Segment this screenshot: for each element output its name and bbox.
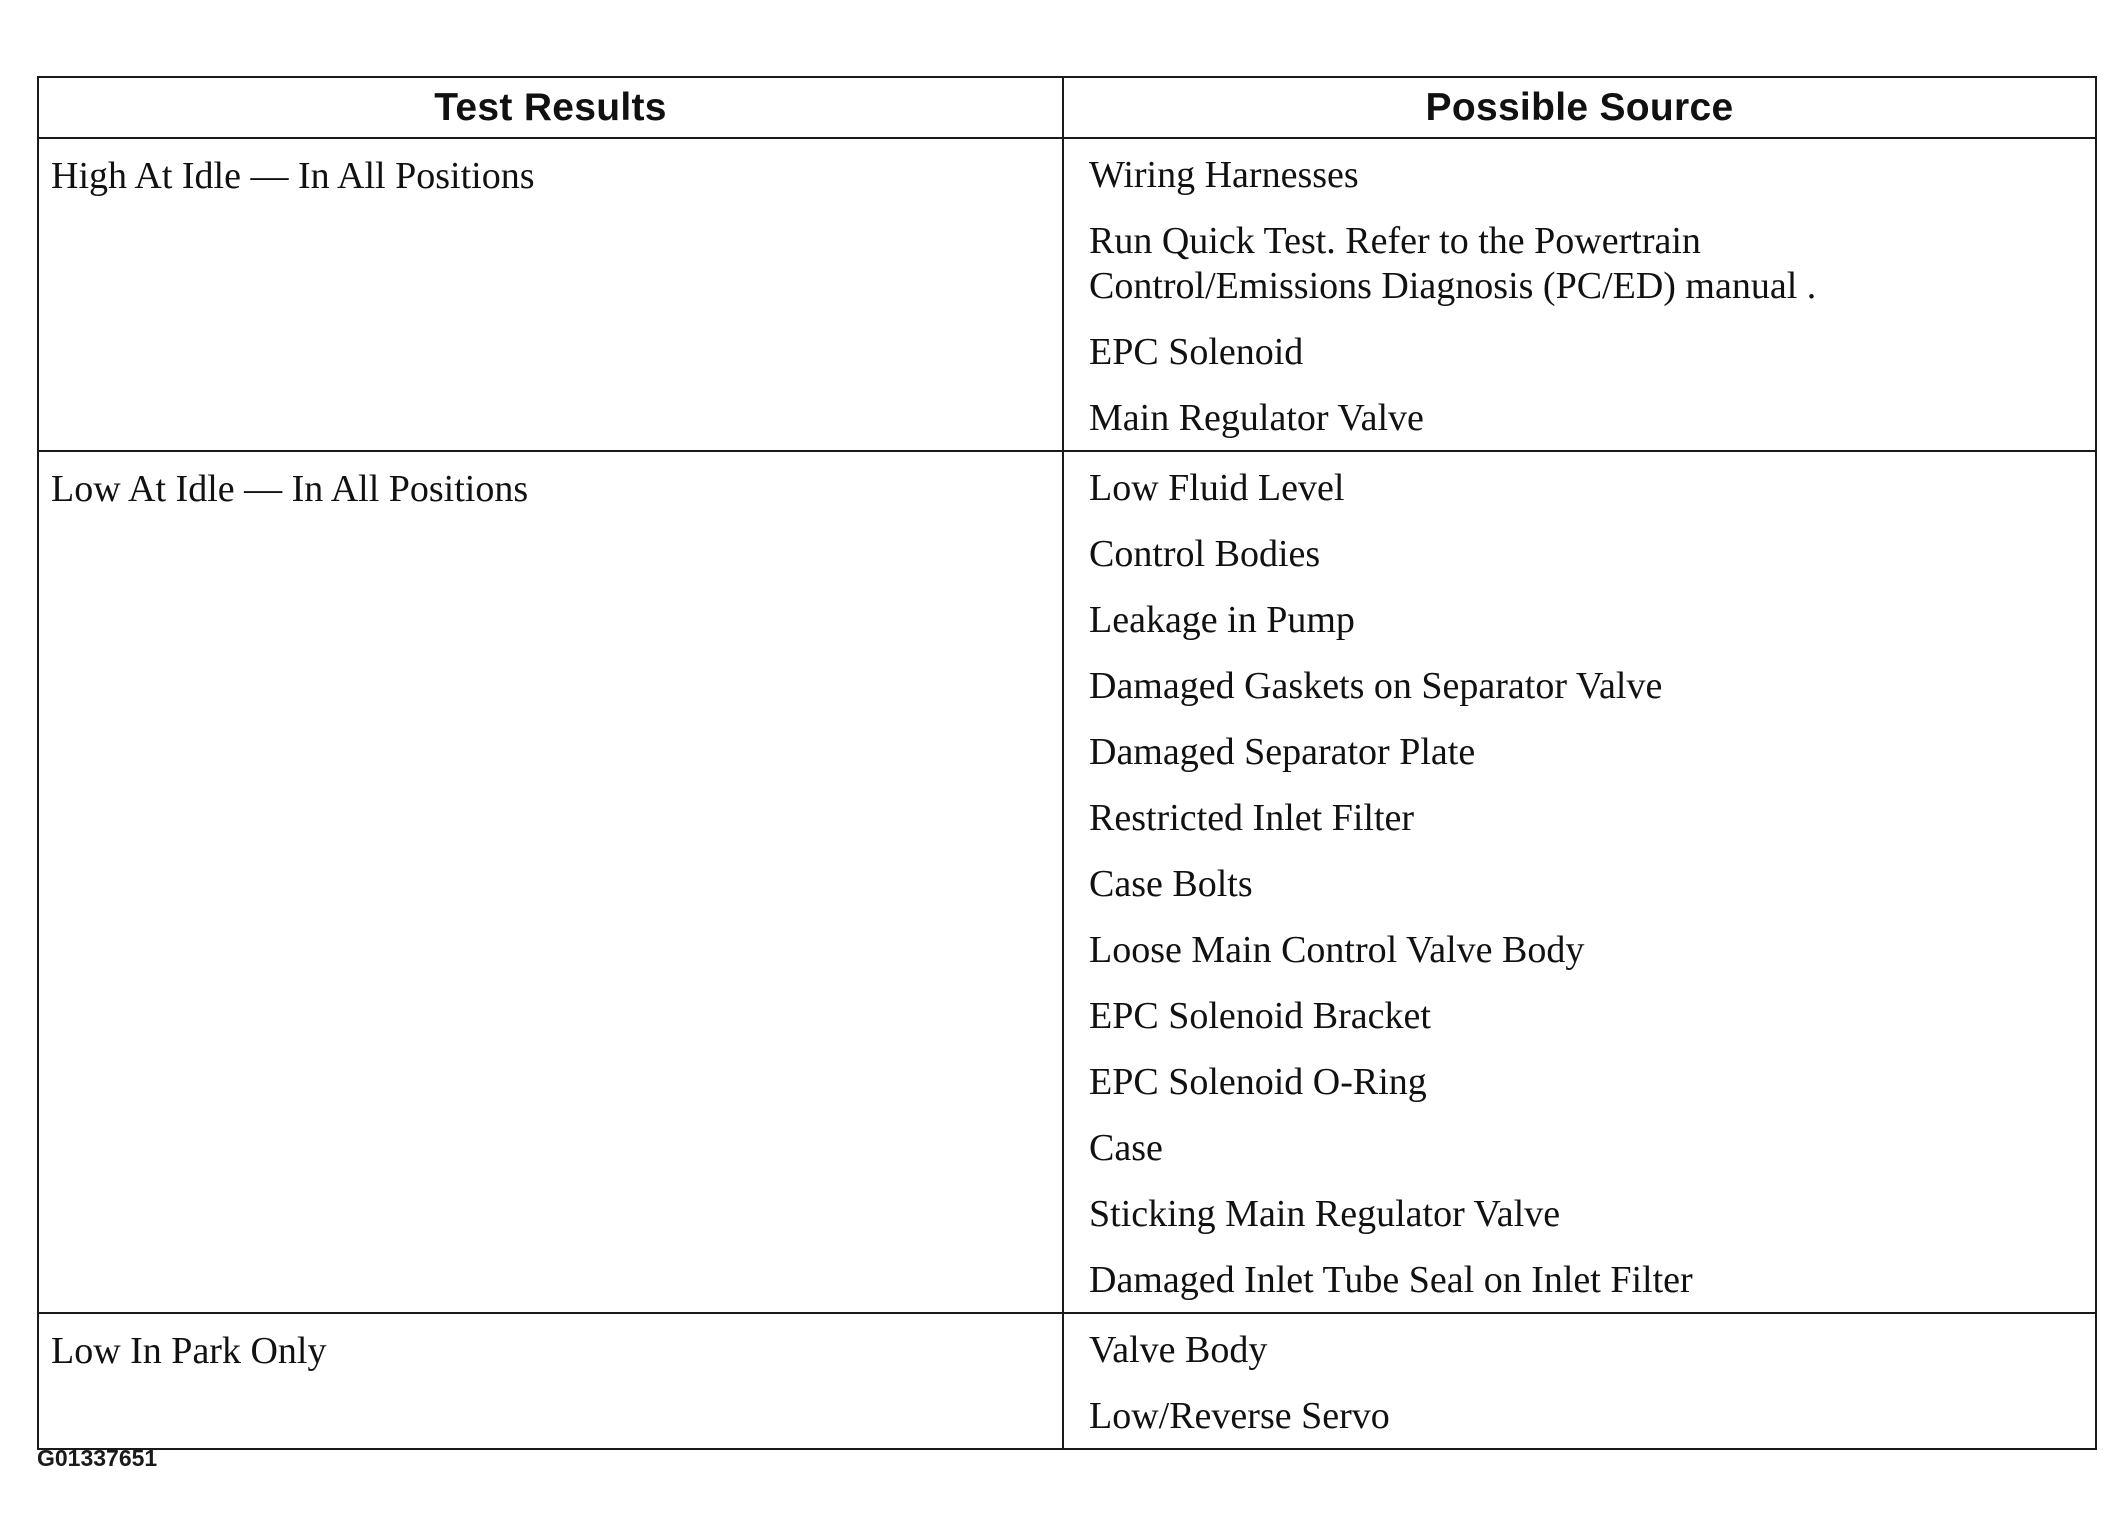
source-item: Valve Body [1089,1329,1268,1371]
source-item: EPC Solenoid Bracket [1089,995,1431,1037]
source-item: Low/Reverse Servo [1089,1395,1390,1437]
source-item: Wiring Harnesses [1089,154,1359,196]
table-row [38,1313,2096,1449]
test-result-cell: Low In Park Only [38,1313,1063,1449]
test-result-cell: Low At Idle — In All Positions [38,451,1063,1313]
source-item: EPC Solenoid O-Ring [1089,1061,1427,1103]
source-item: Control Bodies [1089,533,1321,575]
source-item: Low Fluid Level [1089,467,1345,509]
possible-source-cell [1063,451,2096,1313]
possible-source-cell [1063,1313,2096,1449]
table-row [38,451,2096,1313]
test-result-cell: High At Idle — In All Positions [38,138,1063,451]
source-item: Sticking Main Regulator Valve [1089,1193,1561,1235]
source-item: Restricted Inlet Filter [1089,797,1415,839]
header-test-results: Test Results [38,77,1063,138]
table-row [38,138,2096,451]
figure-id-label: G01337651 [37,1445,158,1471]
source-item: Damaged Gaskets on Separator Valve [1089,665,1663,707]
source-item: Damaged Inlet Tube Seal on Inlet Filter [1089,1259,1693,1301]
source-item: Main Regulator Valve [1089,397,1424,439]
source-item: Leakage in Pump [1089,599,1355,641]
source-item: Loose Main Control Valve Body [1089,929,1585,971]
source-item: Run Quick Test. Refer to the Powertrain Control/Emissions Diagnosis (PC/ED) manual . [1089,220,1817,307]
diagnosis-table [37,76,2097,1450]
table-header-row [38,77,2096,138]
source-item: EPC Solenoid [1089,331,1304,373]
source-item: Case Bolts [1089,863,1253,905]
header-possible-source: Possible Source [1063,77,2096,138]
source-item: Case [1089,1127,1163,1169]
possible-source-cell [1063,138,2096,451]
source-item: Damaged Separator Plate [1089,731,1476,773]
